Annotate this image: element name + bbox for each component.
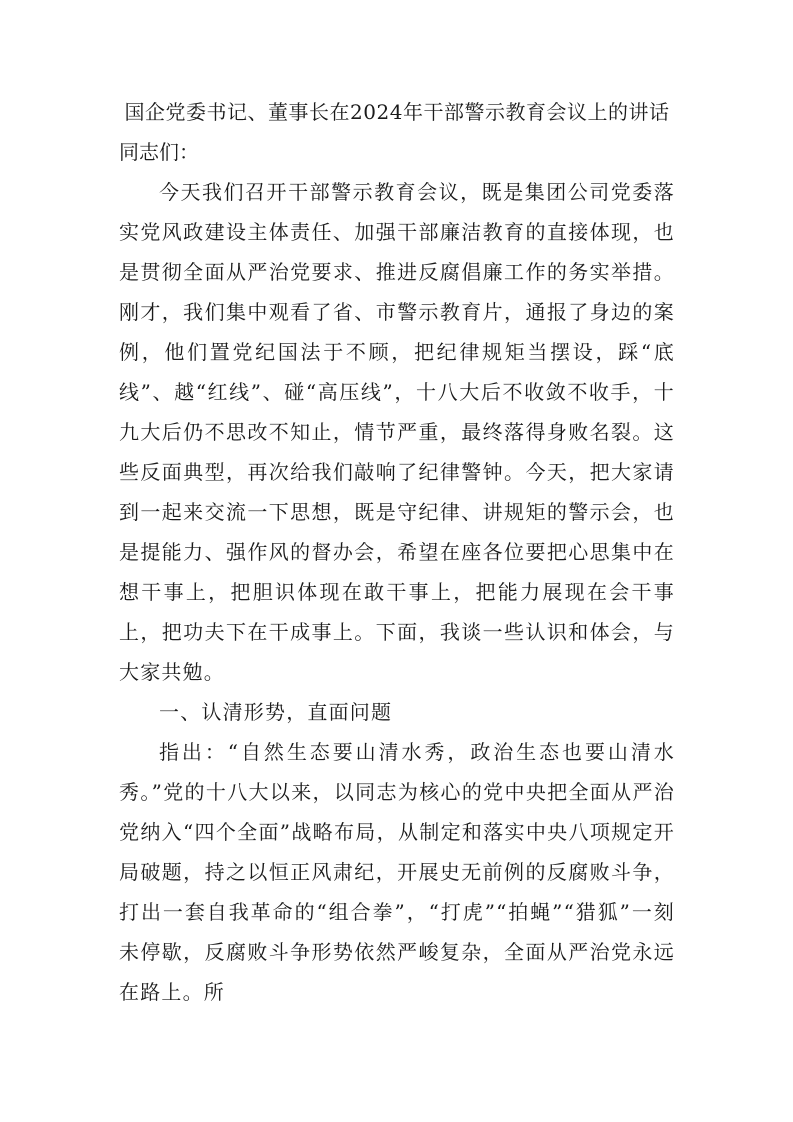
paragraph: 今天我们召开干部警示教育会议，既是集团公司党委落实党风政建设主体责任、加强干部廉洁教育的直接体现，也是贯彻全面从严治党要求、推进反腐倡廉工作的务实举措。刚才，我们集中观看了省、市警示教育片，通报了身边的案例，他们置党纪国法于不顾，把纪律规矩当摆设，踩“底线”、越“红线”、碰“高压线”，十八大后不收敛不收手，十九大后仍不思改不知止，情节严重，最终落得身败名裂。这些反面典型，再次给我们敲响了纪律警钟。今天，把大家请到一起来交流一下思想，既是守纪律、讲规矩的警示会，也是提能力、强作风的督办会，希望在座各位要把心思集中在想干事上，把胆识体现在敢干事上，把能力展现在会干事上，把功夫下在干成事上。下面，我谈一些认识和体会，与大家共勉。 <box>119 180 675 684</box>
document-page <box>119 92 675 1012</box>
document-title: 国企党委书记、董事长在2024年干部警示教育会议上的讲话 <box>124 100 670 124</box>
salutation: 同志们： <box>119 140 199 164</box>
section-heading: 一、认清形势，直面问题 <box>159 700 393 724</box>
paragraph: 指出：“自然生态要山清水秀，政治生态也要山清水秀。”党的十八大以来，以同志为核心的党中央把全面从严治党纳入“四个全面”战略布局，从制定和落实中央八项规定开局破题，持之以恒正风肃纪，开展史无前例的反腐败斗争，打出一套自我革命的“组合拳”，“打虎”“拍蝇”“猎狐”一刻未停歇，反腐败斗争形势依然严峻复杂，全面从严治党永远在路上。所 <box>119 740 675 1004</box>
